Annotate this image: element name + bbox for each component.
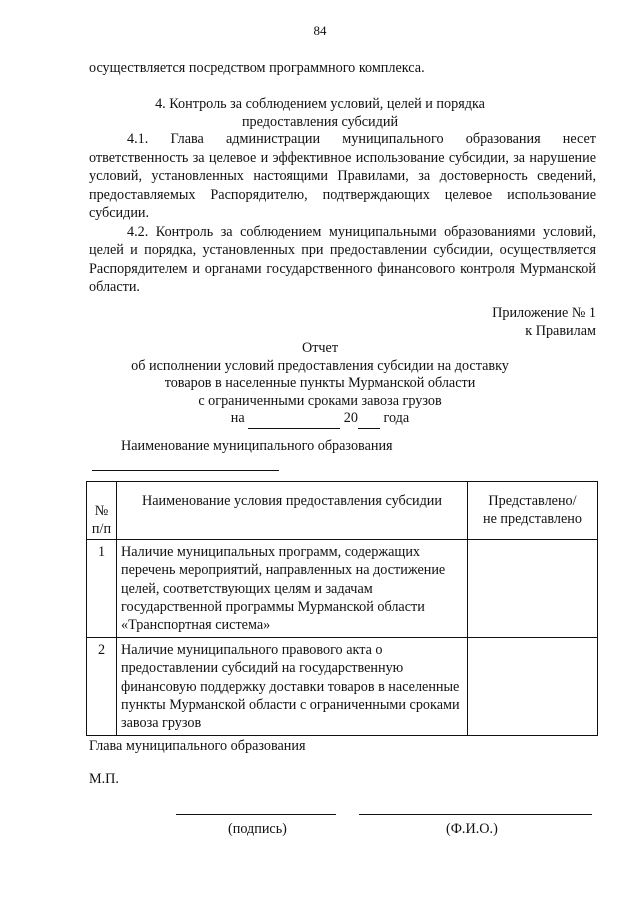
- table-row: [87, 539, 598, 637]
- table-header-row: [87, 482, 598, 540]
- row-1-num: [87, 539, 117, 637]
- municipality-blank: [92, 470, 279, 471]
- signature-line: [176, 814, 336, 815]
- row-2-condition: [117, 637, 468, 735]
- intro-line: осуществляется посредством программного комплекса.: [89, 60, 425, 76]
- year-blank: [358, 410, 380, 429]
- paragraph-4-1: 4.1. Глава администрации муниципального образования несет ответственность за целевое и эффективное использование субсидии, за нарушение условий, установленных настоящими Правилами, за достоверность сведений, предоставляемых Распорядителю, подтверждающих целевое использование субсидии.: [89, 131, 596, 221]
- page-number: 84: [313, 23, 327, 38]
- section-heading-line1: 4. Контроль за соблюдением условий, целей и порядка: [155, 96, 485, 112]
- row-2-condition-text: Наличие муниципального правового акта о предоставлении субсидий на государственную финансовую поддержку доставки товаров в населенные пункты Мурманской области с ограниченными сроками завоза грузов: [121, 641, 460, 732]
- date-blank: [248, 410, 340, 429]
- date-suffix: года: [383, 410, 410, 426]
- header-condition-text: Наименование условия предоставления субсидии: [142, 493, 442, 509]
- date-prefix: на: [230, 410, 245, 426]
- row-1-num-text: 1: [97, 543, 106, 560]
- section-body: [89, 130, 596, 297]
- header-status: [468, 482, 598, 540]
- conditions-table: [86, 481, 598, 736]
- stamp-label: М.П.: [89, 771, 119, 787]
- date-year: 20: [343, 410, 358, 426]
- row-1-condition-text: Наличие муниципальных программ, содержащих перечень мероприятий, направленных на достижение целей, соответствующих целям и задачам государственной программы Мурманской области «Транспортная система»: [121, 543, 446, 634]
- name-line: [359, 814, 592, 815]
- name-caption: (Ф.И.О.): [446, 821, 498, 837]
- header-status-text: Представлено/ не представлено: [483, 493, 582, 528]
- table-row: [87, 637, 598, 735]
- header-num: [87, 482, 117, 540]
- row-2-status: [468, 637, 598, 735]
- municipality-label: Наименование муниципального образования: [121, 438, 393, 454]
- report-title: Отчет: [301, 340, 339, 356]
- section-heading: [0, 96, 640, 131]
- head-label: Глава муниципального образования: [89, 738, 306, 754]
- row-1-status: [468, 539, 598, 637]
- report-date-line: [0, 410, 640, 429]
- report-line2: товаров в населенные пункты Мурманской области: [164, 375, 476, 391]
- paragraph-4-2: 4.2. Контроль за соблюдением муниципальными образованиями условий, целей и порядка, установленных при предоставлении субсидии, осуществляется Распорядителем и органами государственного финансового контроля Мурманской области.: [89, 223, 596, 295]
- row-2-num-text: 2: [97, 641, 106, 658]
- appendix-line2: к Правилам: [525, 323, 596, 339]
- signature-caption: (подпись): [228, 821, 287, 837]
- report-line1: об исполнении условий предоставления субсидии на доставку: [131, 357, 509, 374]
- report-title-block: [0, 340, 640, 429]
- row-1-condition: [117, 539, 468, 637]
- section-heading-line2: предоставления субсидий: [241, 113, 399, 130]
- header-condition: [117, 482, 468, 540]
- report-line3: с ограниченными сроками завоза грузов: [198, 392, 442, 409]
- header-num-text: № п/п: [91, 503, 112, 538]
- row-2-num: [87, 637, 117, 735]
- appendix-line1: Приложение № 1: [492, 305, 596, 321]
